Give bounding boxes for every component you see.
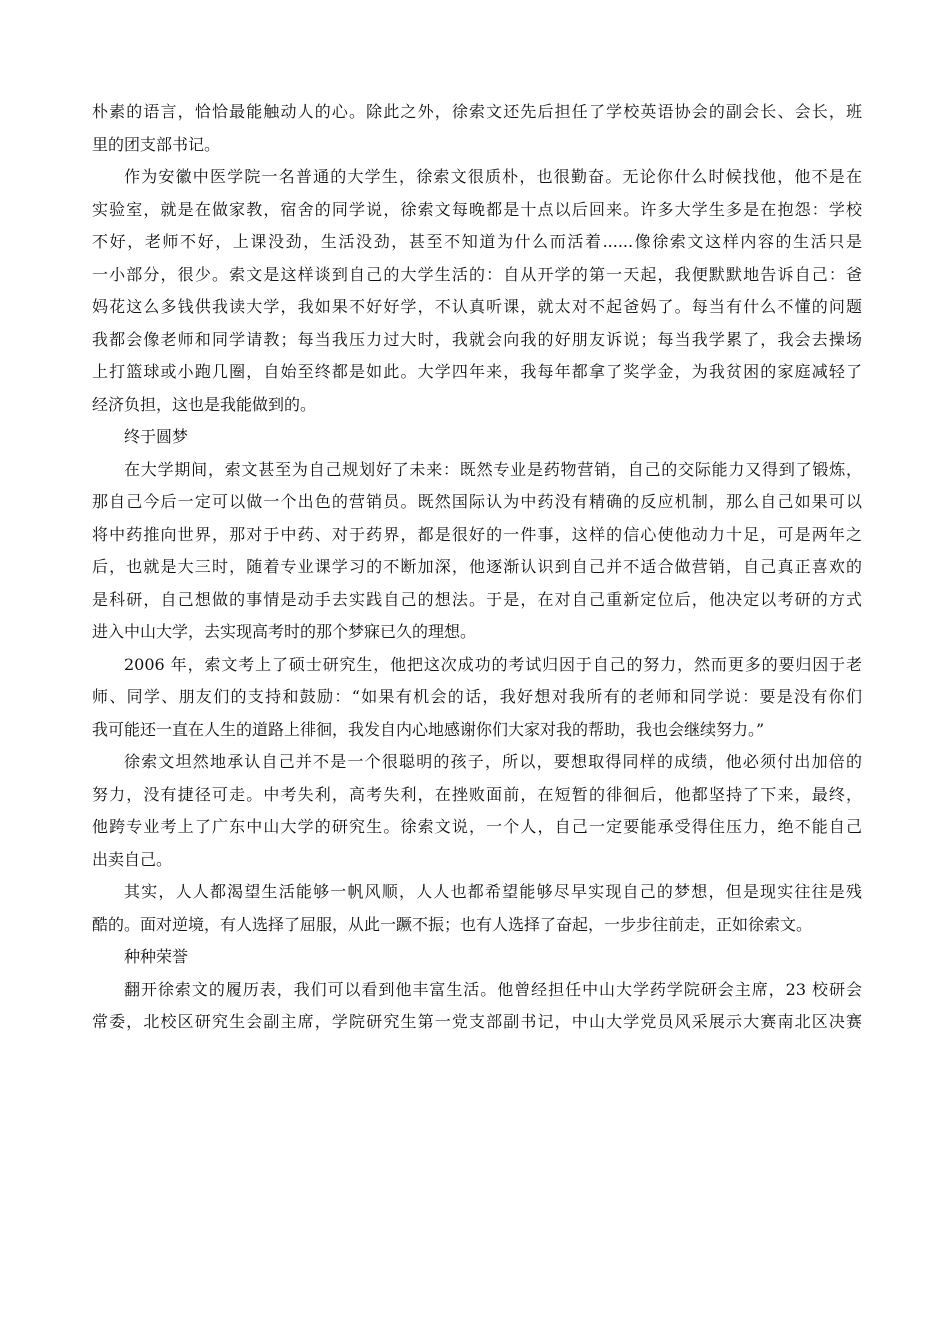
paragraph-adversity xyxy=(92,876,862,941)
section-heading-honors: 种种荣誉 xyxy=(124,947,189,966)
text-line: 我都会像老师和同学请教；每当我压力过大时，我就会向我的好朋友诉说；每当我学累了，我会去操场 xyxy=(92,329,862,349)
text-line: 作为安徽中医学院一名普通的大学生，徐索文很质朴，也很勤奋。无论你什么时候找他，他不是在 xyxy=(124,167,862,186)
article-body xyxy=(92,96,862,1039)
text-line: 2006 年，索文考上了硕士研究生，他把这次成功的考试归因于自己的努力，然而更多的要归因于老 xyxy=(124,654,862,674)
text-line: 是科研，自己想做的事情是动手去实践自己的想法。于是，在对自己重新定位后，他决定以考研的方式 xyxy=(92,589,862,609)
text-line: 一小部分，很少。索文是这样谈到自己的大学生活的：自从开学的第一天起，我便默默地告诉自己：爸 xyxy=(92,264,862,284)
paragraph-continuation xyxy=(92,96,862,161)
text-line: 里的团支部书记。 xyxy=(92,134,221,154)
text-line: 将中药推向世界，那对于中药、对于药界，都是很好的一件事，这样的信心使他动力十足，可是两年之 xyxy=(92,524,862,544)
text-line: 出卖自己。 xyxy=(92,849,173,869)
text-line: 不好，老师不好，上课没劲，生活没劲，甚至不知道为什么而活着......像徐索文这样内容的生活只是 xyxy=(92,232,862,251)
text-line: 翻开徐索文的履历表，我们可以看到他丰富生活。他曾经担任中山大学药学院研会主席，23 校研会 xyxy=(124,979,862,999)
text-line: 经济负担，这也是我能做到的。 xyxy=(92,394,317,414)
text-line: 师、同学、朋友们的支持和鼓励：“如果有机会的话，我好想对我所有的老师和同学说：要是没有你们 xyxy=(92,687,862,706)
section-heading-dream: 终于圆梦 xyxy=(124,427,189,446)
text-line: 妈花这么多钱供我读大学，我如果不好好学，不认真听课，就太对不起爸妈了。每当有什么不懂的问题 xyxy=(92,297,862,316)
text-line: 在大学期间，索文甚至为自己规划好了未来：既然专业是药物营销，自己的交际能力又得到了锻炼， xyxy=(124,459,862,479)
text-line: 朴素的语言，恰恰最能触动人的心。除此之外，徐索文还先后担任了学校英语协会的副会长、会长，班 xyxy=(92,102,862,121)
paragraph-student-life xyxy=(92,161,862,421)
text-line: 常委，北校区研究生会副主席，学院研究生第一党支部副书记，中山大学党员风采展示大赛南北区决赛 xyxy=(92,1012,862,1031)
text-line: 那自己今后一定可以做一个出色的营销员。既然国际认为中药没有精确的反应机制，那么自己如果可以 xyxy=(92,492,862,511)
paragraph-resume xyxy=(92,974,862,1039)
text-line: 我可能还一直在人生的道路上徘徊，我发自内心地感谢你们大家对我的帮助，我也会继续努力。” xyxy=(92,719,765,739)
text-line: 上打篮球或小跑几圈，自始至终都是如此。大学四年来，我每年都拿了奖学金，为我贫困的家庭减轻了 xyxy=(92,362,862,381)
paragraph-planning xyxy=(92,454,862,649)
text-line: 他跨专业考上了广东中山大学的研究生。徐索文说，一个人，自己一定要能承受得住压力，绝不能自己 xyxy=(92,817,862,836)
text-line: 徐索文坦然地承认自己并不是一个很聪明的孩子，所以，要想取得同样的成绩，他必须付出加倍的 xyxy=(124,752,862,771)
text-line: 后，也就是大三时，随着专业课学习的不断加深，他逐渐认识到自己并不适合做营销，自己真正喜欢的 xyxy=(92,557,862,576)
text-line: 酷的。面对逆境，有人选择了屈服，从此一蹶不振；也有人选择了奋起，一步步往前走，正如徐索文。 xyxy=(92,914,813,934)
paragraph-effort xyxy=(92,746,862,876)
paragraph-2006 xyxy=(92,649,862,747)
text-line: 进入中山大学，去实现高考时的那个梦寐已久的理想。 xyxy=(92,622,477,641)
text-line: 其实，人人都渴望生活能够一帆风顺，人人也都希望能够尽早实现自己的梦想，但是现实往往是残 xyxy=(124,882,862,901)
text-line: 努力，没有捷径可走。中考失利，高考失利，在挫败面前，在短暂的徘徊后，他都坚持了下来，最终， xyxy=(92,784,862,804)
text-line: 实验室，就是在做家教，宿舍的同学说，徐索文每晚都是十点以后回来。许多大学生多是在抱怨：学校 xyxy=(92,199,862,219)
